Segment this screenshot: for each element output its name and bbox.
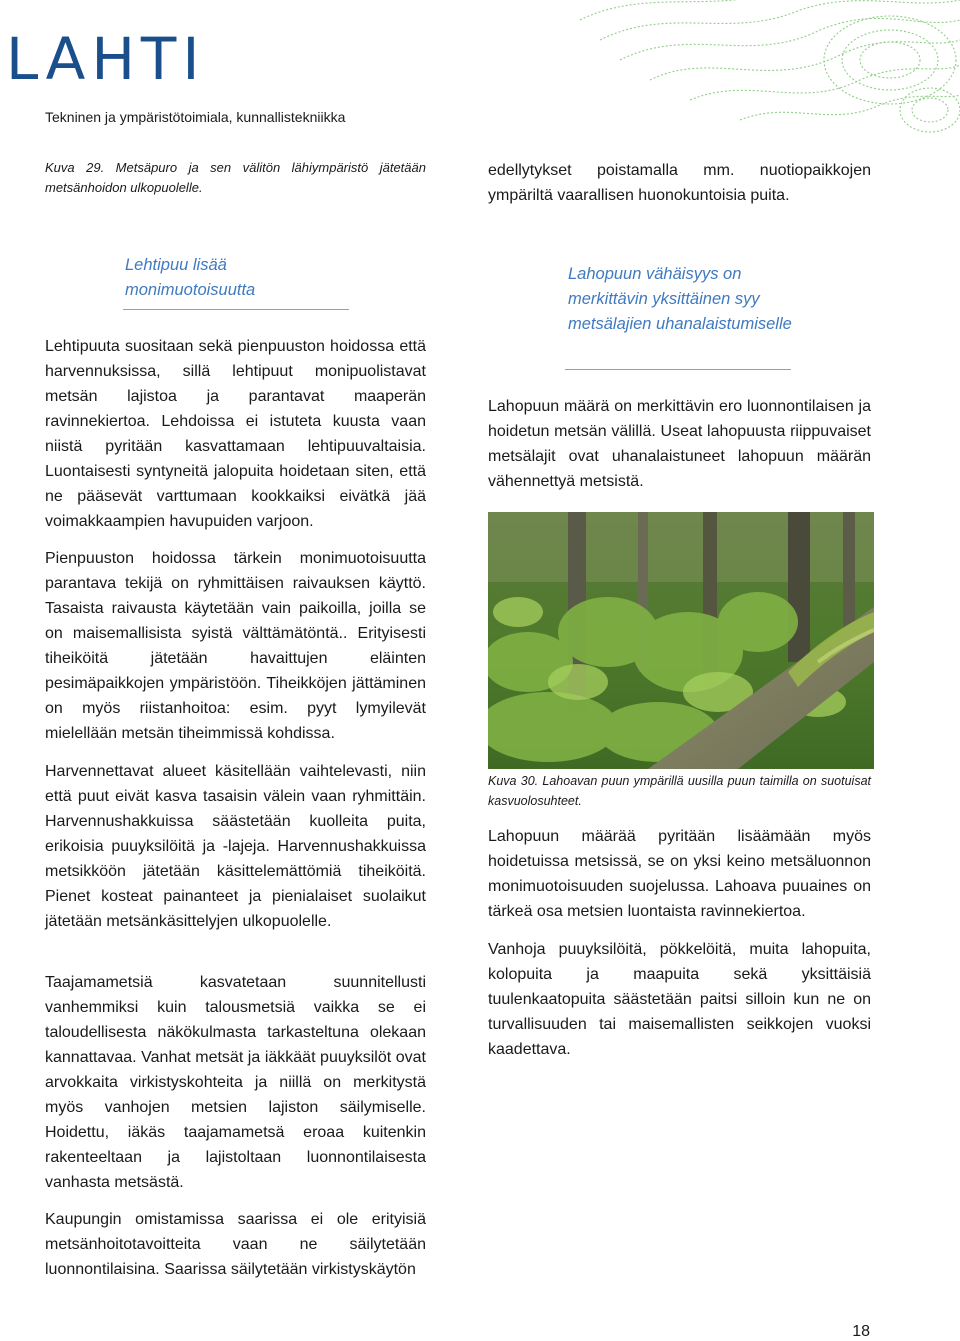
topographic-lines-decoration bbox=[560, 0, 960, 140]
section-heading-lehtipuu: Lehtipuu lisää monimuotoisuutta bbox=[125, 256, 256, 299]
heading-underline bbox=[565, 369, 791, 370]
paragraph: Lahopuun määrää pyritään lisäämään myös hoidetuissa metsissä, se on yksi keino metsäluonnon monimuotoisuuden suojelussa. Lahoava puuaines on tärkeä osa metsien luontaista ravinnekiertoa. bbox=[488, 828, 871, 920]
heading-underline bbox=[123, 309, 349, 310]
paragraph: Taajamametsiä kasvatetaan suunnitellusti vanhemmiksi kuin talousmetsiä vaikka se ei taloudellisesta näkökulmasta tarkasteltuna olekaan kannattavaa. Vanhat metsät ja iäkkäät puuyksilöt ovat arvokkaita virkistyskohteita ja niillä on merkitystä myös vanhojen metsien lajiston säilymiselle. Hoidettu, iäkäs taajamametsä eroaa kuitenkin rakenteeltaan ja lajistoltaan luonnontilaisesta vanhasta metsästä. bbox=[45, 974, 426, 1191]
page-number: 18 bbox=[852, 1323, 870, 1340]
paragraph: Pienpuuston hoidossa tärkein monimuotoisuutta parantava tekijä on ryhmittäisen raivauksen käyttö. Tasaista raivausta käytetään vain paikoilla, joilla se on maisemallisista syistä välttämätöntä.. Erityisesti tiheiköitä jätetään havaittujen eläinten pesimäpaikkojen ympäristöön. Tiheikköjen jättäminen on myös riistanhoitoa: esim. pyyt lymyilevät mielellään metsän tiheimmissä kohdissa. bbox=[45, 550, 426, 742]
department-line: Tekninen ja ympäristötoimiala, kunnallistekniikka bbox=[45, 109, 346, 125]
lahti-logo: LAHTI bbox=[6, 25, 206, 93]
forest-photo bbox=[488, 512, 874, 769]
figure-29-caption: Kuva 29. Metsäpuro ja sen välitön lähiympäristö jätetään metsänhoidon ulkopuolelle. bbox=[45, 160, 426, 195]
paragraph: Vanhoja puuyksilöitä, pökkelöitä, muita lahopuita, kolopuita ja maapuita sekä yksittäisiä tuulenkaatopuita säästetään paitsi silloin kun ne on turvallisuuden tai maisemallisten seikkojen vuoksi kaadettava. bbox=[488, 941, 871, 1058]
section-heading-lahopuu: Lahopuun vähäisyys on merkittävin yksittäinen syy metsälajien uhanalaistumiselle bbox=[568, 265, 792, 333]
figure-30-caption: Kuva 30. Lahoavan puun ympärillä uusilla puun taimilla on suotuisat kasvuolosuhteet. bbox=[488, 774, 871, 808]
paragraph: Lahopuun määrä on merkittävin ero luonnontilaisen ja hoidetun metsän välillä. Useat lahopuusta riippuvaiset metsälajit ovat uhanalaistuneet lahopuun määrän vähennettyä metsistä. bbox=[488, 398, 871, 490]
paragraph: Lehtipuuta suositaan sekä pienpuuston hoidossa että harvennuksissa, sillä lehtipuut monipuolistavat metsän lajistoa ja parantavat maaperän ravinnekiertoa. Lehdoissa ei istuteta kuusta vaan niistä pyritään kasvattamaan lehtipuuvaltaisia. Luontaisesti syntyneitä jalopuita hoidetaan siten, että ne pääsevät varttumaan kookkaiksi eivätkä jää voimakkaampien havupuiden varjoon. bbox=[45, 338, 426, 530]
paragraph: Kaupungin omistamissa saarissa ei ole erityisiä metsänhoitotavoitteita vaan ne säilytetään luonnontilaisina. Saarissa säilytetään virkistyskäytön bbox=[45, 1211, 426, 1278]
paragraph: Harvennettavat alueet käsitellään vaihtelevasti, niin että puut eivät kasva tasaisin välein vaan ryhmittäin. Harvennushakkuissa säästetään kuolleita puita, erikoisia puuyksilöitä ja -lajeja. Harvennushakkuissa metsikköön jätetään käsittelemättömiä tiheiköitä. Pienet kosteat painanteet ja pienialaiset suolaikut jätetään metsänkäsittelyjen ulkopuolelle. bbox=[45, 763, 426, 930]
continued-paragraph: edellytykset poistamalla mm. nuotiopaikkojen ympäriltä vaarallisen huonokuntoisia puita. bbox=[488, 162, 871, 204]
